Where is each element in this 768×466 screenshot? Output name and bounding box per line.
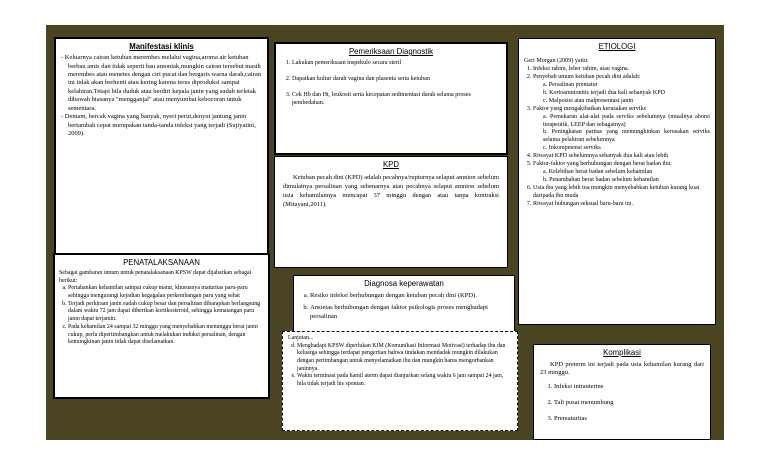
pemeriksaan-diagnostik-list: [282, 59, 500, 107]
pemeriksaan-diagnostik-title: Pemeriksaan Diagnostik: [348, 47, 434, 56]
list-item: a. Resiko infeksi berhubungan dengan ketuban pecah dini (KPD).: [310, 292, 508, 301]
list-item: d. Menghadapi KPSW diperlukan KIM (Komunikasi Informasi Motivasi) terhadap ibu dan keluarga sehingga terdapat pengertian bahwa tindakan mendadak mungkin dilakukan dengan pertimbangan untuk menyelamatkan ibu dan mungkin harus mengorbankan janinnya.: [297, 343, 512, 374]
kpd-definition: Ketuban pecah dini (KPD) adalah pecahnya/rupturnya selaput amnion sebelum dimulainya persalinan yang sebenarnya atau pecahnya selaput amnion sebelum usia kehamilannya mencapai 37 minggu dengan atau tanpa kontraksi (Mitayani,2011).: [283, 173, 499, 209]
penatalaksanaan-title: PENATALAKSANAAN: [123, 258, 200, 267]
etiologi-subitem: b. Peningkatan paritas yang memungkinkan kerusakan serviks selama pelahiran sebelumnya: [543, 129, 710, 144]
komplikasi-box: [533, 344, 711, 440]
diagnosa-keperawatan-title: Diagnosa keperawatan: [364, 279, 444, 288]
pemeriksaan-diagnostik-box: [274, 42, 508, 155]
manifestasi-klinis-title: Manifestasi klinis: [129, 42, 194, 51]
etiologi-item-text: Riwayat hubungan seksual baru-baru ini.: [533, 200, 634, 207]
list-item: - Keluarnya cairan ketuban merembes melalui vagina,aroma air ketuban berbau amis dan tidak seperti bau amoniak,mungkin cairan tersebut masih merembes atau menetes dengan ciri pucat dan bergaris warna darah,cairan ini tidak akan berhenti atau kering karena terus diproduksi sampai kelahiran.Tetapi bila duduk atau berdiri kepala janin yang sudah terletak dibawah biasanya "mengganjal" atau menyumbat kebocoran untuk sementara.: [61, 54, 261, 112]
diagnosa-keperawatan-list: [300, 292, 508, 323]
etiologi-item-text: Faktor yang mengakibatkan kerusakan serviks: [533, 105, 647, 112]
list-item: c. Pada kehamilan 24 sampai 32 minggu yang menyebabkan menunggu berat janin cukup, perlu dipertimbangkan untuk melakukan induksi persalinan, dengan kemungkinan janin tidak dapat diselamatkan.: [68, 324, 264, 347]
etiologi-item-text: Penyebab umum ketuban pecah dini adalah:: [533, 73, 641, 80]
list-item: e. Waktu terminasi pada hamil aterm dapat dianjurkan selang waktu 6 jam sampai 24 jam, bila tidak terjadi his spontan.: [297, 373, 512, 388]
etiologi-item-text: Faktor-faktor yang berhubungan dengan berat badan ibu:: [533, 161, 672, 168]
komplikasi-title: Komplikasi: [603, 348, 641, 357]
list-item: 1. Infeksi intrauterine: [554, 383, 704, 392]
list-item: [533, 74, 710, 106]
etiologi-subitem: a. Persalinan prematur: [543, 81, 598, 88]
etiologi-item-text: Riwayat KPD sebelumnya sebanyak dua kali atau lebih: [533, 153, 669, 160]
manifestasi-klinis-list: [61, 54, 262, 138]
list-item: [533, 106, 710, 154]
etiologi-intro: Geri Morgan (2009) yaitu:: [524, 58, 589, 65]
etiologi-item-text: Usia ibu yang lebih tua mungkin menyebabkan ketuban kurang kuat daripada ibu muda: [533, 184, 700, 199]
komplikasi-list: [540, 383, 704, 423]
list-item: 1. Lakukan pemeriksaan inspekulo secara steril: [292, 59, 500, 67]
etiologi-list: [524, 66, 710, 209]
etiologi-subitem: b. Korioamnionitis terjadi dua kali sebanyak KPD: [543, 89, 666, 96]
lanjutan-list: [288, 343, 512, 389]
list-item: 2. Dapatkan kultur darah vagina dan plasenta serta ketuban: [292, 75, 500, 83]
list-item: 3. Cek Hb dan Ht, leukosit serta kecepatan sedimentasi darah selama proses pembedahan.: [292, 91, 500, 107]
list-item: [533, 161, 710, 185]
list-item: [533, 201, 710, 209]
list-item: 3. Prematuritas: [554, 415, 704, 424]
kpd-title: KPD: [382, 160, 400, 169]
list-item: [533, 185, 710, 201]
kpd-box: [274, 156, 508, 268]
etiologi-item-text: Infeksi rahim, leher rahim, atau vagina.: [533, 66, 630, 73]
list-item: [533, 153, 710, 161]
lanjutan-box: [282, 331, 518, 431]
penatalaksanaan-list: [59, 285, 264, 346]
penatalaksanaan-box: [53, 253, 270, 399]
etiologi-subitem: c. Malposisi atau malpresentasi janin: [543, 97, 634, 104]
etiologi-box: [518, 38, 716, 325]
list-item: 2. Tali pusat menumbung: [554, 399, 704, 408]
manifestasi-klinis-box: [54, 37, 269, 263]
etiologi-subitem: a. Kelebihan berat badan sebelum kehamilan: [543, 169, 653, 176]
komplikasi-intro: KPD preterm ini terjadi pada usia kehamilan kurang dari 23 minggu.: [540, 360, 704, 377]
etiologi-subitem: b. Penambahan berat badan sebelum kehamilan: [543, 176, 659, 183]
list-item: b. Terjadi perkiraan janin sudah cukup besar dan persalinan diharapkan berlangsung dalam waktu 72 jam dapat diberikan kortikosteroid, sehingga kematangan paru janin dapat terjamin.: [68, 301, 264, 324]
concept-map-board: [46, 25, 724, 440]
penatalaksanaan-intro: Sebagai gambaran umum untuk penatalaksanaan KPSW dapat dijabarkan sebagai berikut:: [59, 270, 252, 284]
list-item: [533, 66, 710, 74]
etiologi-subitem: c. Inkompetensi serviks: [543, 145, 601, 152]
list-item: - Demam, bercak vagina yang banyak, nyeri perut,denyut jantung janin bertambah cepat merupakan tanda-tanda infeksi yang terjadi (Sujiyatini, 2009).: [61, 113, 256, 138]
etiologi-subitem: a. Pemekaran alat-alat pada serviks sebelumnya (misalnya aborsi terapeutik, LEEP dan sebagainya): [543, 113, 710, 128]
etiologi-title: ETIOLOGI: [598, 42, 636, 51]
list-item: a. Pertahankan kehamilan sampai cukup matur, khususnya maturitas paru-paru sehingga mengurangi kejadian kegagalan perkembangan paru yang sehat: [68, 285, 264, 300]
lanjutan-label: Lanjutan...: [288, 335, 314, 341]
list-item: b. Ansietas berhubungan dengan faktor psikologis proses menghadapi persalinan: [310, 304, 508, 322]
